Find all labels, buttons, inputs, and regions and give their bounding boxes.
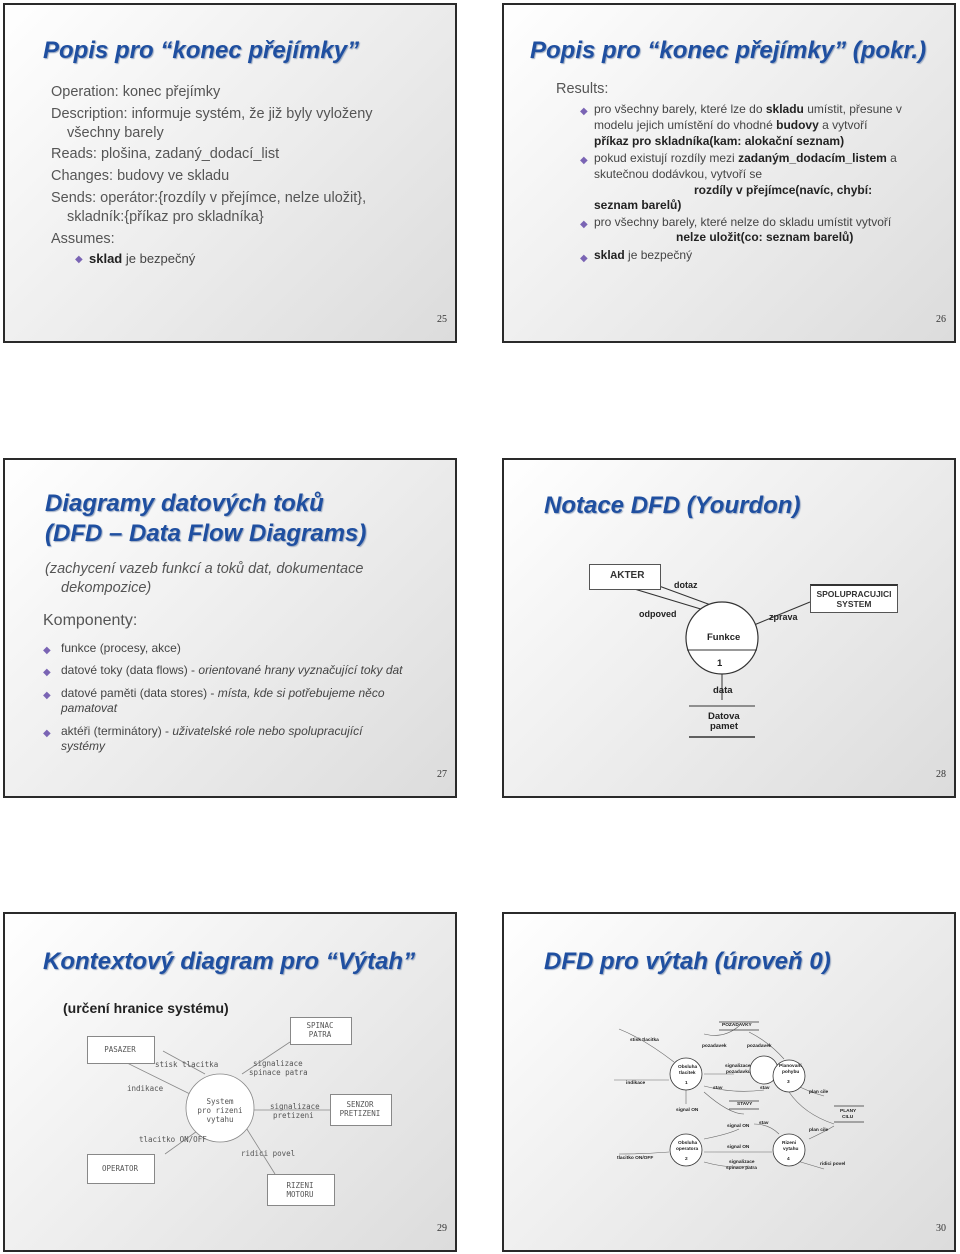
- diamond-bullet-icon: ◆: [580, 155, 588, 166]
- text-line: Description: informuje systém, že již byly vyloženy: [51, 106, 373, 122]
- text-line: všechny barely: [67, 125, 164, 141]
- slide-title: (DFD – Data Flow Diagrams): [45, 520, 367, 547]
- bullet-text: rozdíly v přejímce(navíc, chybí:: [694, 183, 873, 197]
- bullet-text: [594, 248, 692, 262]
- diamond-bullet-icon: ◆: [580, 219, 588, 230]
- cooperating-system-box: [810, 584, 898, 613]
- process-number: 2: [685, 1157, 688, 1162]
- text: pro všechny barely, které lze do: [594, 102, 766, 116]
- slide-number: 30: [936, 1223, 946, 1234]
- flow-label: signalizace: [725, 1064, 751, 1069]
- flow-label: pozadavek: [747, 1044, 772, 1049]
- slide-27: [3, 458, 457, 798]
- process-label: tlacitek: [679, 1071, 696, 1076]
- bullet-text: [594, 151, 897, 165]
- store-label: STAVY: [737, 1102, 753, 1107]
- italic-text: místa, kde si potřebujeme něco: [217, 686, 385, 700]
- process-number: 3: [787, 1080, 790, 1085]
- diamond-bullet-icon: ◆: [43, 667, 51, 678]
- process-number: 1: [717, 658, 723, 669]
- slide-title: Notace DFD (Yourdon): [544, 492, 801, 519]
- text: datové paměti (data stores) -: [61, 686, 218, 700]
- diamond-bullet-icon: ◆: [43, 728, 51, 739]
- flow-label: signalizace: [729, 1160, 755, 1165]
- process-label: operatora: [676, 1147, 699, 1152]
- bullet-text: skutečnou dodávkou, vytvoří se: [594, 167, 763, 181]
- flow-line: [619, 1152, 669, 1154]
- dfd-notation-diagram: [504, 460, 956, 798]
- process-label: Planovani: [779, 1064, 802, 1069]
- slide-title: Popis pro “konec přejímky”: [43, 37, 360, 64]
- slide-subtitle: (určení hranice systému): [63, 1000, 229, 1016]
- flow-label: odpoved: [639, 609, 677, 619]
- text: datové toky (data flows) -: [61, 663, 199, 677]
- actor-label: PRETIZENI: [339, 1109, 381, 1118]
- flow-label: indikace: [626, 1081, 646, 1086]
- diamond-bullet-icon: ◆: [43, 645, 51, 656]
- text: pokud existují rozdíly mezi: [594, 151, 739, 165]
- bullet-text: [61, 724, 362, 738]
- text-line: Reads: plošina, zadaný_dodací_list: [51, 146, 280, 162]
- bullet-text: [594, 118, 867, 132]
- actor-box: [589, 564, 661, 590]
- process-label: Obsluha: [678, 1141, 698, 1146]
- flow-label: stisk tlacitka: [630, 1038, 659, 1043]
- store-label: POZADAVKY: [722, 1023, 752, 1028]
- text-line: Assumes:: [51, 231, 115, 247]
- flow-label: pretizeni: [273, 1111, 314, 1120]
- process-label: pohybu: [782, 1070, 800, 1075]
- system-label: pro rizeni: [197, 1106, 243, 1115]
- text-line: Sends: operátor:{rozdíly v přejímce, nelze uložit},: [51, 190, 367, 206]
- flow-label: data: [713, 685, 733, 696]
- bullet-text: nelze uložit(co: seznam barelů): [676, 230, 854, 244]
- bullet-text: příkaz pro skladníka(kam: alokační seznam): [594, 134, 845, 148]
- cooperating-label: SYSTEM: [836, 599, 872, 609]
- flow-label: zprava: [769, 612, 798, 622]
- flow-label: stav: [760, 1086, 770, 1091]
- actor-label: AKTER: [610, 570, 645, 581]
- slide-title: DFD pro výtah (úroveň 0): [544, 948, 831, 975]
- diamond-bullet-icon: ◆: [75, 254, 83, 265]
- text-line: Changes: budovy ve skladu: [51, 168, 230, 184]
- slide-title: Kontextový diagram pro “Výtah”: [43, 948, 416, 975]
- actor-label: OPERATOR: [101, 1164, 139, 1173]
- process-label: vytahu: [783, 1147, 799, 1152]
- bullet-text: seznam barelů): [594, 198, 682, 212]
- text: a vytvoří: [818, 118, 868, 132]
- slide-number: 29: [437, 1223, 447, 1234]
- actor-label: PATRA: [308, 1030, 332, 1039]
- flow-label: ridici povel: [820, 1162, 846, 1167]
- flow-label: spinace patra: [726, 1166, 757, 1171]
- flow-label: signalizace: [270, 1102, 320, 1111]
- text: modelu jejich umístění do vhodné: [594, 118, 777, 132]
- flow-label: tlacitko ON/OFF: [617, 1156, 654, 1161]
- bullet-rest: je bezpečný: [122, 251, 196, 266]
- store-label: CILU: [842, 1115, 854, 1120]
- actor-label: PASAZER: [104, 1045, 136, 1054]
- text-line: skladník:{příkaz pro skladníka}: [67, 209, 264, 225]
- flow-label: signal ON: [727, 1124, 750, 1129]
- bullet-text: funkce (procesy, akce): [61, 641, 181, 655]
- flow-label: ridici povel: [241, 1149, 296, 1158]
- actor-label: SPINAC: [306, 1021, 334, 1030]
- slide-number: 28: [936, 769, 946, 780]
- flow-label: signalizace: [253, 1059, 303, 1068]
- actor-label: RIZENI: [286, 1181, 314, 1190]
- context-diagram: [5, 914, 457, 1252]
- flow-label: pozadavek: [702, 1044, 727, 1049]
- flow-label: plan cile: [809, 1128, 829, 1133]
- text: aktéři (terminátory) -: [61, 724, 173, 738]
- bold-term: sklad: [89, 251, 123, 266]
- bullet-text: pro všechny barely, které nelze do skladu umístit vytvoří: [594, 215, 892, 229]
- text-line: Operation: konec přejímky: [51, 84, 221, 100]
- actor-label: MOTORU: [286, 1190, 314, 1199]
- cooperating-label: SPOLUPRACUJICI: [816, 589, 892, 599]
- slide-30: [502, 912, 956, 1252]
- flow-line: [789, 1092, 834, 1124]
- flow-label: stav: [713, 1086, 723, 1091]
- flow-label: tlacitko ON/OFF: [139, 1135, 207, 1144]
- text: umístit, přesune v: [803, 102, 902, 116]
- slide-28: [502, 458, 956, 798]
- bold-term: budovy: [776, 118, 819, 132]
- bullet-text: [61, 686, 385, 700]
- diamond-bullet-icon: ◆: [43, 690, 51, 701]
- flow-label: pozadavku: [726, 1070, 751, 1075]
- slide-title: Popis pro “konec přejímky” (pokr.): [530, 37, 927, 64]
- flow-label: spinace patra: [249, 1068, 308, 1077]
- bold-term: sklad: [594, 248, 625, 262]
- components-label: Komponenty:: [43, 612, 138, 629]
- store-label: PLANY: [840, 1109, 857, 1114]
- slide-title: Diagramy datových toků: [45, 490, 324, 517]
- process-name: Funkce: [707, 632, 741, 643]
- process-number: 1: [685, 1081, 688, 1086]
- bullet-text: systémy: [61, 739, 106, 753]
- system-label: System: [206, 1097, 234, 1106]
- text: a: [886, 151, 897, 165]
- slide-26: [502, 3, 956, 343]
- flow-line: [619, 1029, 674, 1062]
- flow-label: signal ON: [727, 1145, 750, 1150]
- bullet-text: [89, 251, 195, 266]
- slide-number: 27: [437, 769, 447, 780]
- text: je bezpečný: [624, 248, 693, 262]
- flow-label: plan cile: [809, 1090, 829, 1095]
- process-number: 4: [787, 1157, 790, 1162]
- bullet-text: [594, 102, 902, 116]
- slide-number: 26: [936, 314, 946, 325]
- bullet-text: [61, 663, 403, 677]
- flow-line: [704, 1129, 739, 1139]
- store-label: Datova: [708, 711, 740, 722]
- flow-label: indikace: [127, 1084, 164, 1093]
- subtitle-line: (zachycení vazeb funkcí a toků dat, dokumentace: [45, 561, 364, 577]
- system-label: vytahu: [206, 1115, 234, 1124]
- flow-label: dotaz: [674, 580, 698, 590]
- flow-label: stisk tlacitka: [155, 1060, 219, 1069]
- slide-29: [3, 912, 457, 1252]
- italic-text: uživatelské role nebo spolupracující: [172, 724, 363, 738]
- subtitle-line: dekompozice): [61, 580, 152, 596]
- store-label: pamet: [710, 721, 738, 732]
- process-label: Rizeni: [782, 1141, 797, 1146]
- dfd-level0-diagram: [504, 914, 956, 1252]
- bold-term: zadaným_dodacím_listem: [738, 151, 887, 165]
- diamond-bullet-icon: ◆: [580, 106, 588, 117]
- italic-text: orientované hrany vyznačující toky dat: [198, 663, 403, 677]
- flow-label: signal ON: [676, 1108, 699, 1113]
- flow-label: stav: [759, 1121, 769, 1126]
- slide-number: 25: [437, 314, 447, 325]
- slide-25: [3, 3, 457, 343]
- bullet-text: pamatovat: [61, 701, 118, 715]
- actor-label: SENZOR: [346, 1100, 374, 1109]
- bold-term: skladu: [765, 102, 804, 116]
- process-label: Obsluha: [678, 1065, 698, 1070]
- diamond-bullet-icon: ◆: [580, 253, 588, 264]
- results-label: Results:: [556, 81, 609, 97]
